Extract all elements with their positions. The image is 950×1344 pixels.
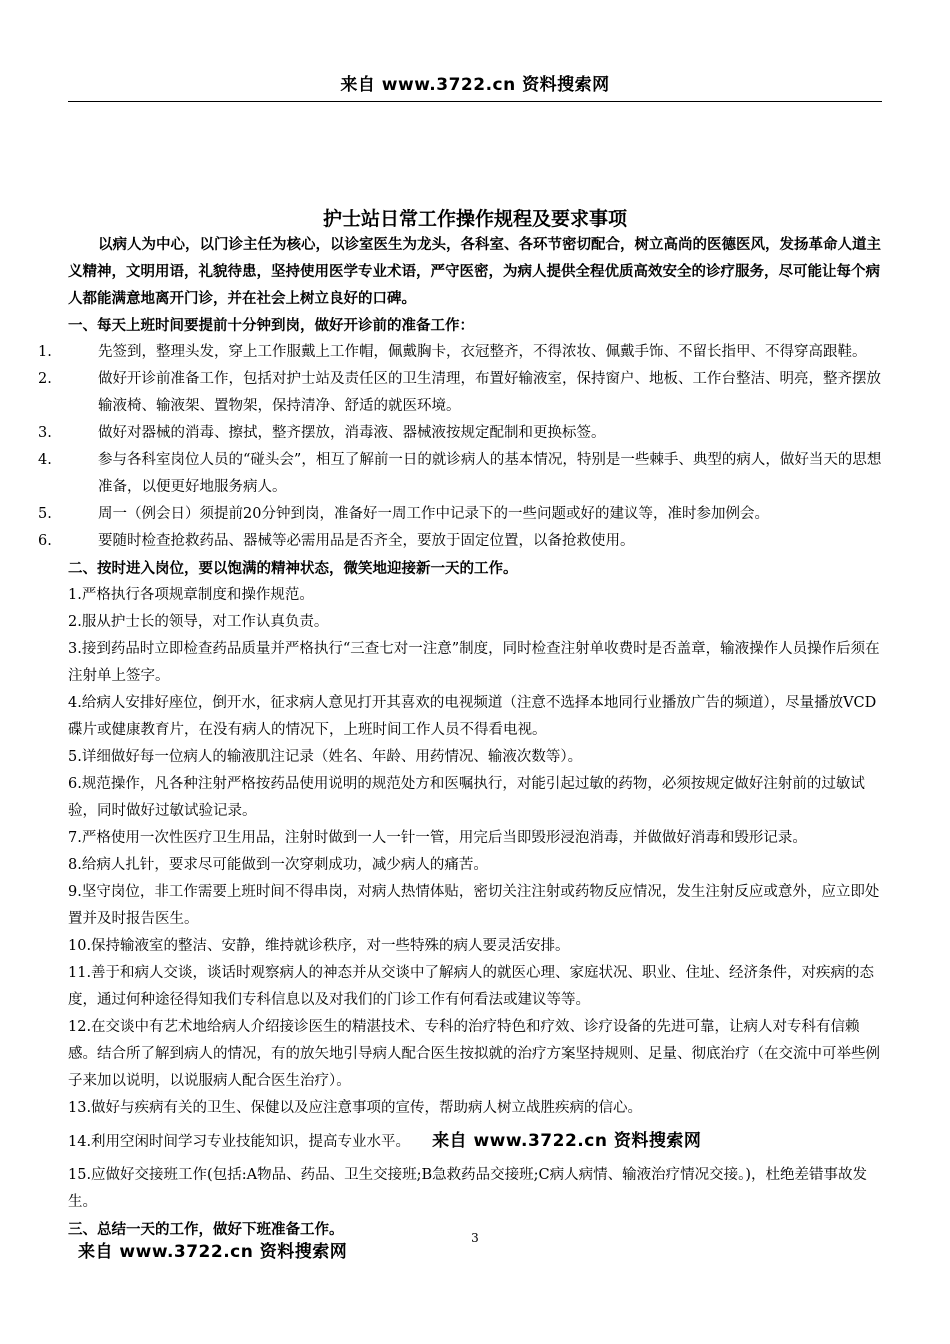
- section-2-item: 3.接到药品时立即检查药品质量并严格执行“三查七对一注意”制度，同时检查注射单收费时是否盖章，输液操作人员操作后须在注射单上签字。: [68, 641, 880, 684]
- section-2-item: 11.善于和病人交谈，谈话时观察病人的神态并从交谈中了解病人的就医心理、家庭状况、职业、住址、经济条件，对疾病的态度，通过何种途径得知我们专科信息以及对我们的门诊工作有何看法或建议等等。: [68, 965, 875, 1008]
- item-number: 6.: [38, 533, 52, 549]
- item-number: 5.: [38, 506, 52, 522]
- section-1-item: [38, 366, 884, 420]
- item-text: 做好开诊前准备工作，包括对护士站及责任区的卫生清理，布置好输液室，保持窗户、地板、工作台整洁、明亮，整齐摆放输液椅、输液架、置物架，保持清净、舒适的就医环境。: [98, 371, 881, 414]
- section-2-item: 7.严格使用一次性医疗卫生用品，注射时做到一人一针一管，用完后当即毁形浸泡消毒，并做做好消毒和毁形记录。: [68, 830, 807, 846]
- item-number: 3.: [38, 425, 52, 441]
- item-text: 14.利用空闲时间学习专业技能知识，提高专业水平。: [68, 1134, 411, 1150]
- section-2-item: 2.服从护士长的领导，对工作认真负责。: [68, 614, 329, 630]
- section-1-item: [38, 501, 884, 528]
- page-number: 3: [471, 1231, 479, 1245]
- section-2-item: [68, 1128, 884, 1156]
- item-text: 周一（例会日）须提前20分钟到岗，准备好一周工作中记录下的一些问题或好的建议等，准时参加例会。: [98, 506, 769, 522]
- document-title: 护士站日常工作操作规程及要求事项: [322, 208, 627, 230]
- section-2-item: 6.规范操作，凡各种注射严格按药品使用说明的规范处方和医嘱执行，对能引起过敏的药物，必须按规定做好注射前的过敏试验，同时做好过敏试验记录。: [68, 776, 865, 819]
- section-1-item: [38, 420, 884, 447]
- item-text: 做好对器械的消毒、擦拭，整齐摆放，消毒液、器械液按规定配制和更换标签。: [98, 425, 606, 441]
- footer-watermark: 来自 www.3722.cn 资料搜索网: [78, 1242, 348, 1262]
- header-rule: [68, 101, 882, 102]
- item-number: 1.: [38, 344, 52, 360]
- item-number: 4.: [38, 452, 52, 468]
- section-1-heading: 一、每天上班时间要提前十分钟到岗，做好开诊前的准备工作：: [68, 317, 474, 334]
- section-2-item: 10.保持输液室的整洁、安静，维持就诊秩序，对一些特殊的病人要灵活安排。: [68, 938, 570, 954]
- section-2-item: 13.做好与疾病有关的卫生、保健以及应注意事项的宣传，帮助病人树立战胜疾病的信心。: [68, 1100, 643, 1116]
- section-2-item: 12.在交谈中有艺术地给病人介绍接诊医生的精湛技术、专科的治疗特色和疗效、诊疗设备的先进可靠，让病人对专科有信赖感。结合所了解到病人的情况，有的放矢地引导病人配合医生按拟就的治疗方案坚持规则、足量、彻底治疗（在交流中可举些例子来加以说明，以说服病人配合医生治疗）。: [68, 1019, 880, 1089]
- section-2-heading: 二、按时进入岗位，要以饱满的精神状态，微笑地迎接新一天的工作。: [68, 560, 518, 577]
- intro-paragraph: 以病人为中心，以门诊主任为核心，以诊室医生为龙头，各科室、各环节密切配合，树立高尚的医德医风，发扬革命人道主义精神，文明用语，礼貌待患，坚持使用医学专业术语，严守医密，为病人提供全程优质高效安全的诊疗服务，尽可能让每个病人都能满意地离开门诊，并在社会上树立良好的口碑。: [68, 236, 881, 307]
- section-3-heading: 三、总结一天的工作，做好下班准备工作。: [68, 1221, 344, 1238]
- section-2-item: 9.坚守岗位，非工作需要上班时间不得串岗，对病人热情体贴，密切关注注射或药物反应情况，发生注射反应或意外，应立即处置并及时报告医生。: [68, 884, 880, 927]
- section-2-item: 4.给病人安排好座位，倒开水，征求病人意见打开其喜欢的电视频道（注意不选择本地同行业播放广告的频道），尽量播放VCD碟片或健康教育片，在没有病人的情况下，上班时间工作人员不得看电视。: [68, 695, 877, 738]
- header-watermark: 来自 www.3722.cn 资料搜索网: [340, 75, 610, 95]
- item-text: 要随时检查抢救药品、器械等必需用品是否齐全，要放于固定位置，以备抢救使用。: [98, 533, 635, 549]
- section-1-item: [38, 528, 884, 555]
- inline-watermark: 来自 www.3722.cn 资料搜索网: [432, 1131, 702, 1151]
- section-1-item: [38, 447, 884, 501]
- item-text: 先签到，整理头发，穿上工作服戴上工作帽，佩戴胸卡，衣冠整齐，不得浓妆、佩戴手饰、不留长指甲、不得穿高跟鞋。: [98, 344, 867, 360]
- section-2-item: 8.给病人扎针，要求尽可能做到一次穿刺成功，减少病人的痛苦。: [68, 857, 488, 873]
- section-1-item: [38, 339, 884, 366]
- section-2-item: 1.严格执行各项规章制度和操作规范。: [68, 587, 314, 603]
- item-text: 参与各科室岗位人员的“碰头会”，相互了解前一日的就诊病人的基本情况，特别是一些棘手、典型的病人，做好当天的思想准备，以便更好地服务病人。: [98, 452, 882, 495]
- document-body: [38, 231, 884, 1243]
- section-2-item: 15.应做好交接班工作(包括:A物品、药品、卫生交接班;B急救药品交接班;C病人病情、输液治疗情况交接。)，杜绝差错事故发生。: [68, 1167, 867, 1210]
- section-2-item: 5.详细做好每一位病人的输液肌注记录（姓名、年龄、用药情况、输液次数等）。: [68, 749, 583, 765]
- item-number: 2.: [38, 371, 52, 387]
